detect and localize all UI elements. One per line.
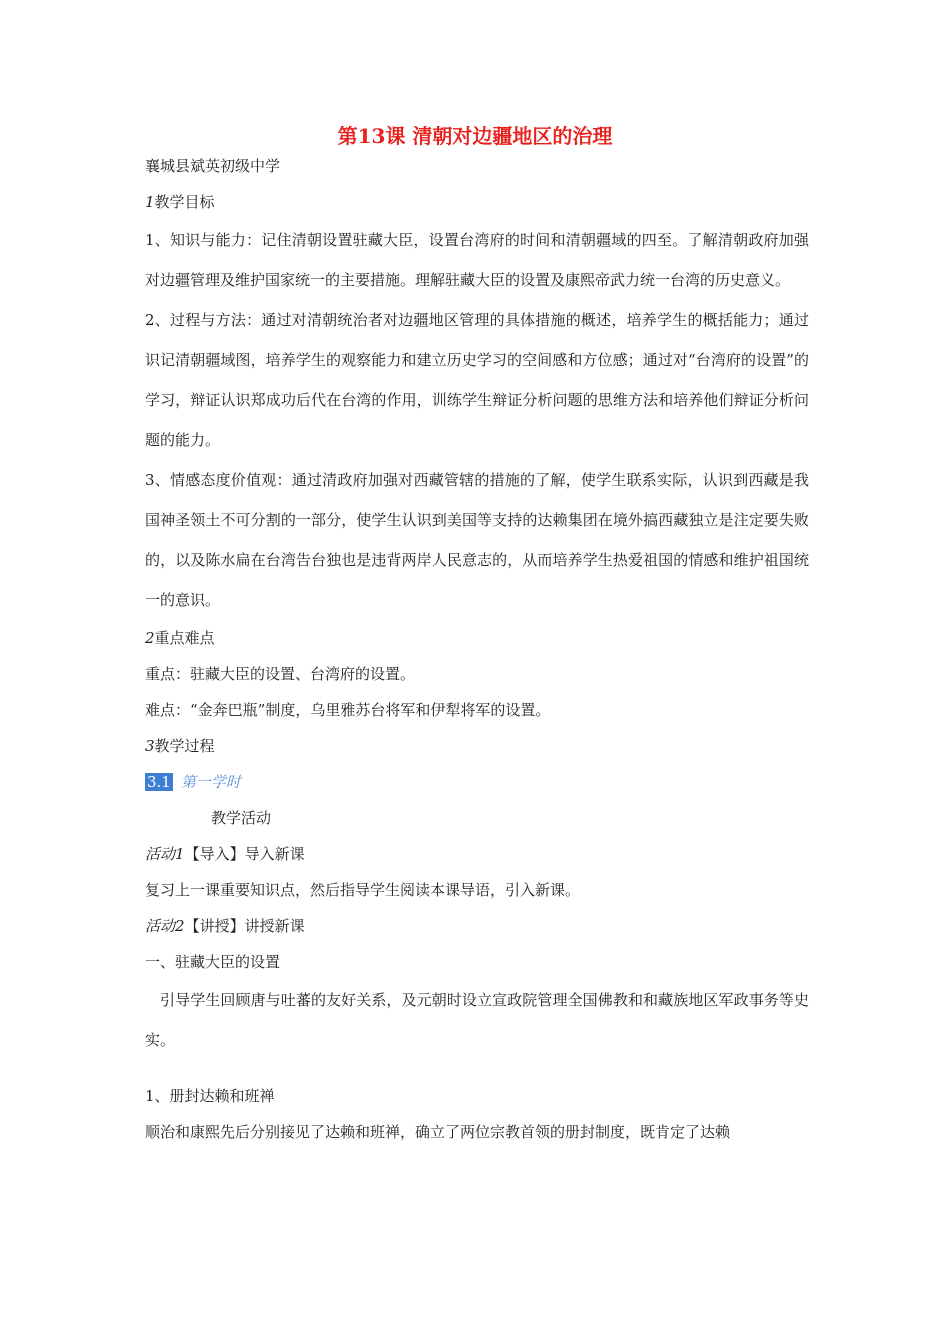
section-label: 重点难点 [154,629,215,647]
activity-1-heading [145,836,809,872]
section-number: 1 [145,193,155,211]
section-number: 2 [145,629,155,647]
topic-heading: 一、驻藏大臣的设置 [145,953,281,971]
subsection-label: 第一学时 [180,773,241,791]
goal-process: 2、过程与方法：通过对清朝统治者对边疆地区管理的具体措施的概述，培养学生的概括能力；通过识记清朝疆域图，培养学生的观察能力和建立历史学习的空间感和方位感；通过对“台湾府的设置”的学习，辩证认识郑成功后代在台湾的作用，训练学生辩证分析问题的思维方法和培养他们辩证分析问题的能力。 [145,311,809,449]
document-body [145,148,809,1150]
spacer [145,1060,809,1078]
activity-prefix: 活动 [145,845,176,863]
activity-number: 2 [175,917,185,935]
point-text: 顺治和康熙先后分别接见了达赖和班禅，确立了两位宗教首领的册封制度，既肯定了达赖 [145,1123,731,1141]
activity-prefix: 活动 [145,917,176,935]
subsection-number: 3.1 [147,773,171,791]
key-point: 重点：驻藏大臣的设置、台湾府的设置。 [145,665,416,683]
subsection-heading [145,764,809,800]
point-heading: 1、册封达赖和班禅 [145,1087,275,1105]
section-label: 教学目标 [154,193,215,211]
topic-text: 引导学生回顾唐与吐蕃的友好关系，及元朝时设立宣政院管理全国佛教和和藏族地区军政事务等史实。 [145,991,809,1049]
difficult-point: 难点：“金奔巴瓶”制度，乌里雅苏台将军和伊犁将军的设置。 [145,701,551,719]
school-name: 襄城县斌英初级中学 [145,157,281,175]
activity-tag: 【导入】导入新课 [184,845,305,863]
activity-tag: 【讲授】讲授新课 [184,917,305,935]
section-heading-goals [145,184,809,220]
section-number: 3 [145,737,155,755]
section-heading-process [145,728,809,764]
activity-1-text: 复习上一课重要知识点，然后指导学生阅读本课导语，引入新课。 [145,881,581,899]
document-title: 第13课 清朝对边疆地区的治理 [337,124,613,148]
section-heading-key-points [145,620,809,656]
activity-number: 1 [175,845,185,863]
activity-header: 教学活动 [211,809,272,827]
goal-knowledge: 1、知识与能力：记住清朝设置驻藏大臣，设置台湾府的时间和清朝疆域的四至。了解清朝政府加强对边疆管理及维护国家统一的主要措施。理解驻藏大臣的设置及康熙帝武力统一台湾的历史意义。 [145,231,809,289]
section-label: 教学过程 [154,737,215,755]
activity-2-heading [145,908,809,944]
goal-emotion: 3、情感态度价值观：通过清政府加强对西藏管辖的措施的了解，使学生联系实际，认识到西藏是我国神圣领土不可分割的一部分，使学生认识到美国等支持的达赖集团在境外搞西藏独立是注定要失败的，以及陈水扁在台湾告台独也是违背两岸人民意志的，从而培养学生热爱祖国的情感和维护祖国统一的意识。 [145,471,809,609]
